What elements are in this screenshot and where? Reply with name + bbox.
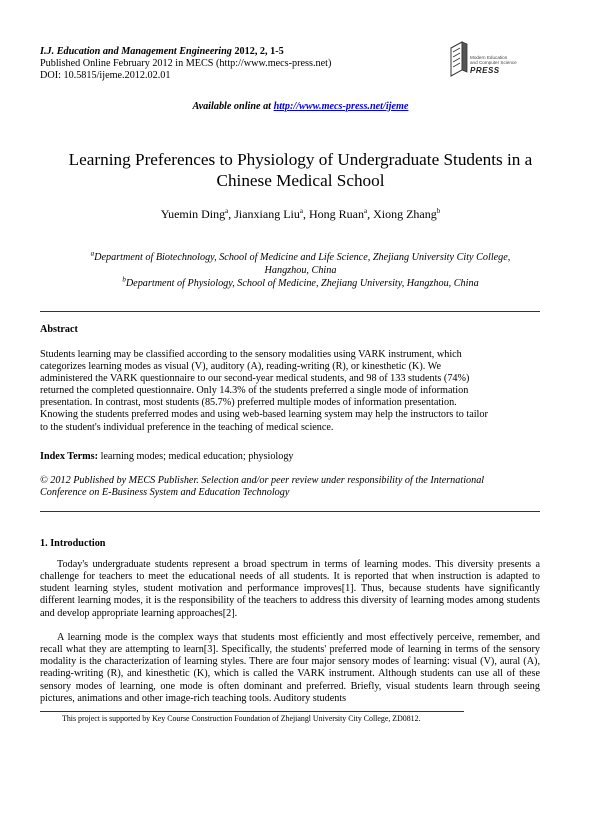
affiliation-b: $^b$Department of Physiology, School of Medicine, Zhejiang University, Hangzhou, China (122, 275, 479, 289)
publication-line: Published Online February 2012 in MECS (http://www.mecs-press.net) (40, 58, 332, 69)
affiliation-a-city: Hangzhou, China (264, 265, 337, 276)
logo-line-1: Modern Education (470, 55, 508, 60)
publisher-logo (448, 40, 558, 80)
availability-line (0, 101, 601, 112)
copyright-notice: © 2012 Published by MECS Publisher. Selection and/or peer review under responsibility of the International Conference on E-Business System and Education Technology (40, 475, 485, 499)
doi-line: DOI: 10.5815/ijeme.2012.02.01 (40, 70, 171, 81)
index-terms-label: Index Terms: (40, 451, 99, 462)
journal-name: I.J. Education and Management Engineering (40, 46, 232, 57)
author: Yuemin Ding$^a$, (160, 207, 235, 221)
author: Hong Ruan$^a$, (308, 207, 374, 221)
affiliation-a: $^a$Department of Biotechnology, School of Medicine and Life Science, Zhejiang University City College, (90, 249, 511, 263)
index-terms (40, 451, 294, 462)
book-icon (448, 40, 470, 78)
abstract-body (40, 349, 540, 434)
journal-url-link[interactable]: http://www.mecs-press.net/ijeme (273, 101, 409, 112)
availability-prefix: Available online at (192, 101, 272, 112)
divider (40, 511, 540, 512)
paper-title (30, 149, 571, 191)
divider (40, 311, 540, 312)
abstract-line: to the student's individual preference in the teaching of medical science. (40, 421, 334, 433)
abstract-line: presentation. In contrast, most students (85.7%) preferred multiple modes of information presentation. (40, 397, 457, 409)
logo-press: PRESS (470, 66, 500, 75)
journal-header (40, 46, 284, 58)
footnote: This project is supported by Key Course Construction Foundation of Zhejiangl University City College, ZD0812. (62, 714, 421, 723)
index-terms-value: learning modes; medical education; physiology (100, 451, 294, 462)
paragraph: A learning mode is the complex ways that students most efficiently and most effectively perceive, remember, and recall what they are attempting to learn[3]. Specifically, the students' preferred mode of learning in terms of the sensory modality is the characterization of learning styles. There are four major sensory modes of learning: visual (V), aural (A), reading-writing (R), and kinesthetic (K), which is called the VARK instrument. Although students can use all of these sensory modes of learning, one mode is often dominant and preferred. Briefly, visual students learn through seeing pictures, animations and other image-rich teaching tools. Auditory students (40, 632, 540, 704)
logo-line-2: and Computer Science (470, 60, 517, 65)
abstract-line: Students learning may be classified according to the sensory modalities using VARK instrument, which (40, 349, 462, 360)
author-list (0, 207, 601, 222)
paragraph: Today's undergraduate students represent a broad spectrum in terms of learning modes. This diversity presents a challenge for teachers to meet the educational needs of all students. It is reported that when instruction is adapted to student learning styles, student motivation and performance improves[1]. Thus, because students have significantly different learning modes, it is the responsibility of the teachers to address this diversity of learning modes among students and develop appropriate learning approaches[2]. (40, 559, 540, 619)
section-heading: 1. Introduction (40, 538, 106, 549)
abstract-line: administered the VARK questionnaire to our second-year medical students, and 98 of 133 students (74%) (40, 373, 470, 385)
journal-volume: 2012, 2, 1-5 (234, 46, 284, 57)
title-line-1: Learning Preferences to Physiology of Undergraduate Students in a (68, 150, 533, 169)
abstract-line: Knowing the students preferred modes and using web-based learning system may help the instructors to tailor (40, 409, 488, 421)
abstract-heading: Abstract (40, 324, 78, 335)
abstract-line: returned the completed questionnaire. Only 14.3% of the students preferred a single mode of information (40, 385, 469, 397)
footnote-rule (40, 711, 464, 712)
author: Jianxiang Liu$^a$, (234, 207, 309, 221)
author: Xiong Zhang$^b$ (373, 207, 441, 221)
title-line-2: Chinese Medical School (216, 171, 385, 190)
abstract-line: categorizes learning modes as visual (V), auditory (A), reading-writing (R), or kinesthetic (K). We (40, 361, 441, 373)
